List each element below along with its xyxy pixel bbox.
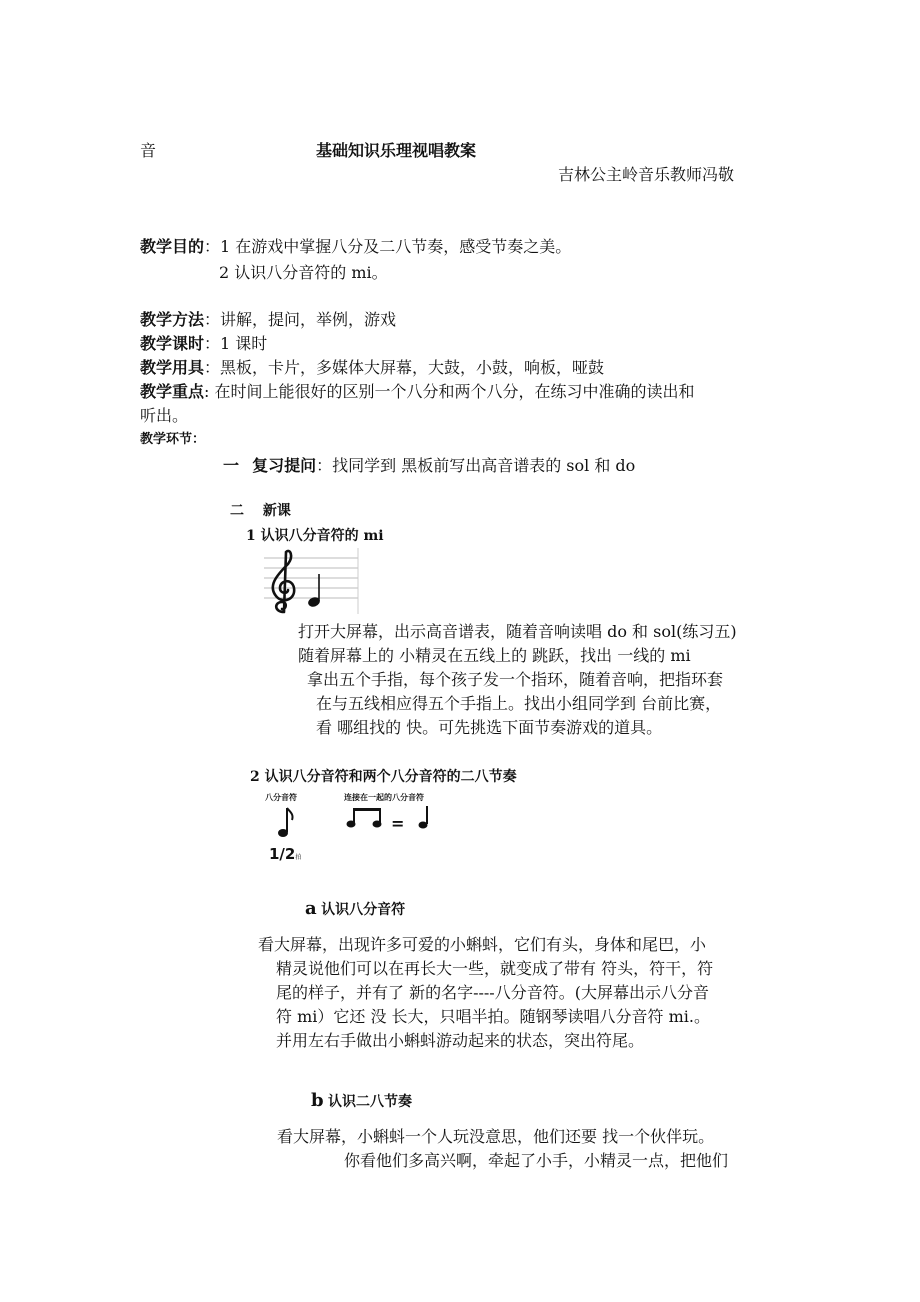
section-1-label: 复习提问 bbox=[252, 456, 317, 475]
para-b-line-1: 看大屏幕，小蝌蚪一个人玩没意思，他们还要 找一个伙伴玩。 bbox=[277, 1127, 715, 1146]
para-1-line-2: 随着屏幕上的 小精灵在五线上的 跳跃，找出 一线的 mi bbox=[298, 646, 691, 665]
page-title: 基础知识乐理视唱教案 bbox=[316, 141, 477, 160]
method-line bbox=[140, 307, 396, 330]
para-a-line-3: 尾的样子，并有了 新的名字----八分音符。(大屏幕出示八分音 bbox=[276, 983, 709, 1002]
sub-b-text: 认识二八节奏 bbox=[328, 1094, 413, 1110]
goals-line-1 bbox=[140, 234, 571, 257]
figure-fraction: 1/2 bbox=[269, 845, 296, 863]
focus-text-1: : 在时间上能很好的区别一个八分和两个八分，在练习中准确的读出和 bbox=[204, 382, 695, 401]
staff-lines bbox=[264, 558, 358, 598]
section-2-number: 二 bbox=[230, 503, 244, 519]
focus-text-2: 听出。 bbox=[140, 406, 189, 425]
focus-line-1 bbox=[140, 379, 695, 402]
para-b-line-2: 你看他们多高兴啊，牵起了小手，小精灵一点，把他们 bbox=[344, 1151, 729, 1170]
sub-1-title-text: 1 认识八分音符的 mi bbox=[246, 528, 384, 544]
hours-line bbox=[140, 331, 267, 354]
header-left-char: 音 bbox=[140, 141, 157, 160]
para-a-line-1: 看大屏幕，出现许多可爱的小蝌蚪，它们有头，身体和尾巴，小 bbox=[258, 935, 707, 954]
eighth-note-mi-icon bbox=[307, 574, 321, 608]
figure-fraction-wrap bbox=[269, 844, 301, 863]
figure-label-left: 八分音符 bbox=[265, 793, 297, 802]
goals-colon: ： bbox=[204, 237, 221, 256]
para-a-line-4: 符 mi）它还 没 长大，只唱半拍。随钢琴读唱八分音符 mi.。 bbox=[276, 1007, 711, 1026]
single-eighth-note-icon bbox=[278, 808, 293, 837]
goals-item-1: 1 在游戏中掌握八分及二八节奏，感受节奏之美。 bbox=[220, 237, 572, 256]
para-1-line-3: 拿出五个手指，每个孩子发一个指环，随着音响，把指环套 bbox=[307, 670, 724, 689]
eighth-note-figure bbox=[262, 792, 442, 864]
sub-b-letter: b bbox=[311, 1090, 324, 1111]
sub-a-title bbox=[305, 898, 405, 919]
figure-notes bbox=[262, 802, 442, 842]
sub-a-letter: a bbox=[305, 898, 317, 919]
author: 吉林公主岭音乐教师冯敬 bbox=[558, 165, 735, 184]
quarter-note-icon bbox=[419, 806, 428, 829]
para-a-line-5: 并用左右手做出小蝌蚪游动起来的状态，突出符尾。 bbox=[276, 1031, 645, 1050]
hours-label: 教学课时 bbox=[140, 334, 205, 353]
section-1-line bbox=[223, 453, 635, 476]
figure-label-right: 连接在一起的八分音符 bbox=[344, 793, 424, 802]
para-a-line-2: 精灵说他们可以在再长大一些，就变成了带有 符头，符干，符 bbox=[276, 959, 714, 978]
section-2-label: 新课 bbox=[262, 503, 291, 519]
tools-text: ：黑板，卡片，多媒体大屏幕，大鼓，小鼓，响板，哑鼓 bbox=[204, 358, 605, 377]
sub-b-title bbox=[311, 1090, 412, 1111]
figure-fraction-suffix: 拍 bbox=[295, 854, 302, 861]
treble-clef-icon bbox=[273, 551, 294, 612]
sub-2-title: 2 认识八分音符和两个八分音符的二八节奏 bbox=[250, 769, 517, 785]
staff-image bbox=[262, 546, 362, 618]
sub-a-text: 认识八分音符 bbox=[321, 902, 406, 918]
para-1-line-5: 看 哪组找的 快。可先挑选下面节奏游戏的道具。 bbox=[316, 718, 663, 737]
goals-item-2: 2 认识八分音符的 mi。 bbox=[219, 263, 388, 282]
hours-text: ：1 课时 bbox=[204, 334, 268, 353]
section-1-number: 一 bbox=[223, 456, 240, 475]
tools-label: 教学用具 bbox=[140, 358, 205, 377]
goals-label: 教学目的 bbox=[140, 237, 205, 256]
para-1-line-4: 在与五线相应得五个手指上。找出小组同学到 台前比赛， bbox=[316, 694, 722, 713]
section-1-text: ：找同学到 黑板前写出高音谱表的 sol 和 do bbox=[316, 456, 636, 475]
section-2-heading bbox=[230, 500, 291, 520]
focus-label: 教学重点 bbox=[140, 382, 205, 401]
sub-1-title bbox=[246, 525, 384, 545]
method-label: 教学方法 bbox=[140, 310, 205, 329]
para-1-line-1: 打开大屏幕，出示高音谱表，随着音响读唱 do 和 sol(练习五) bbox=[298, 622, 737, 641]
steps-label: 教学环节： bbox=[140, 432, 206, 447]
method-text: ：讲解，提问，举例，游戏 bbox=[204, 310, 397, 329]
tools-line bbox=[140, 355, 604, 378]
figure-equals: = bbox=[391, 814, 405, 833]
beamed-eighth-notes-icon bbox=[347, 808, 382, 828]
